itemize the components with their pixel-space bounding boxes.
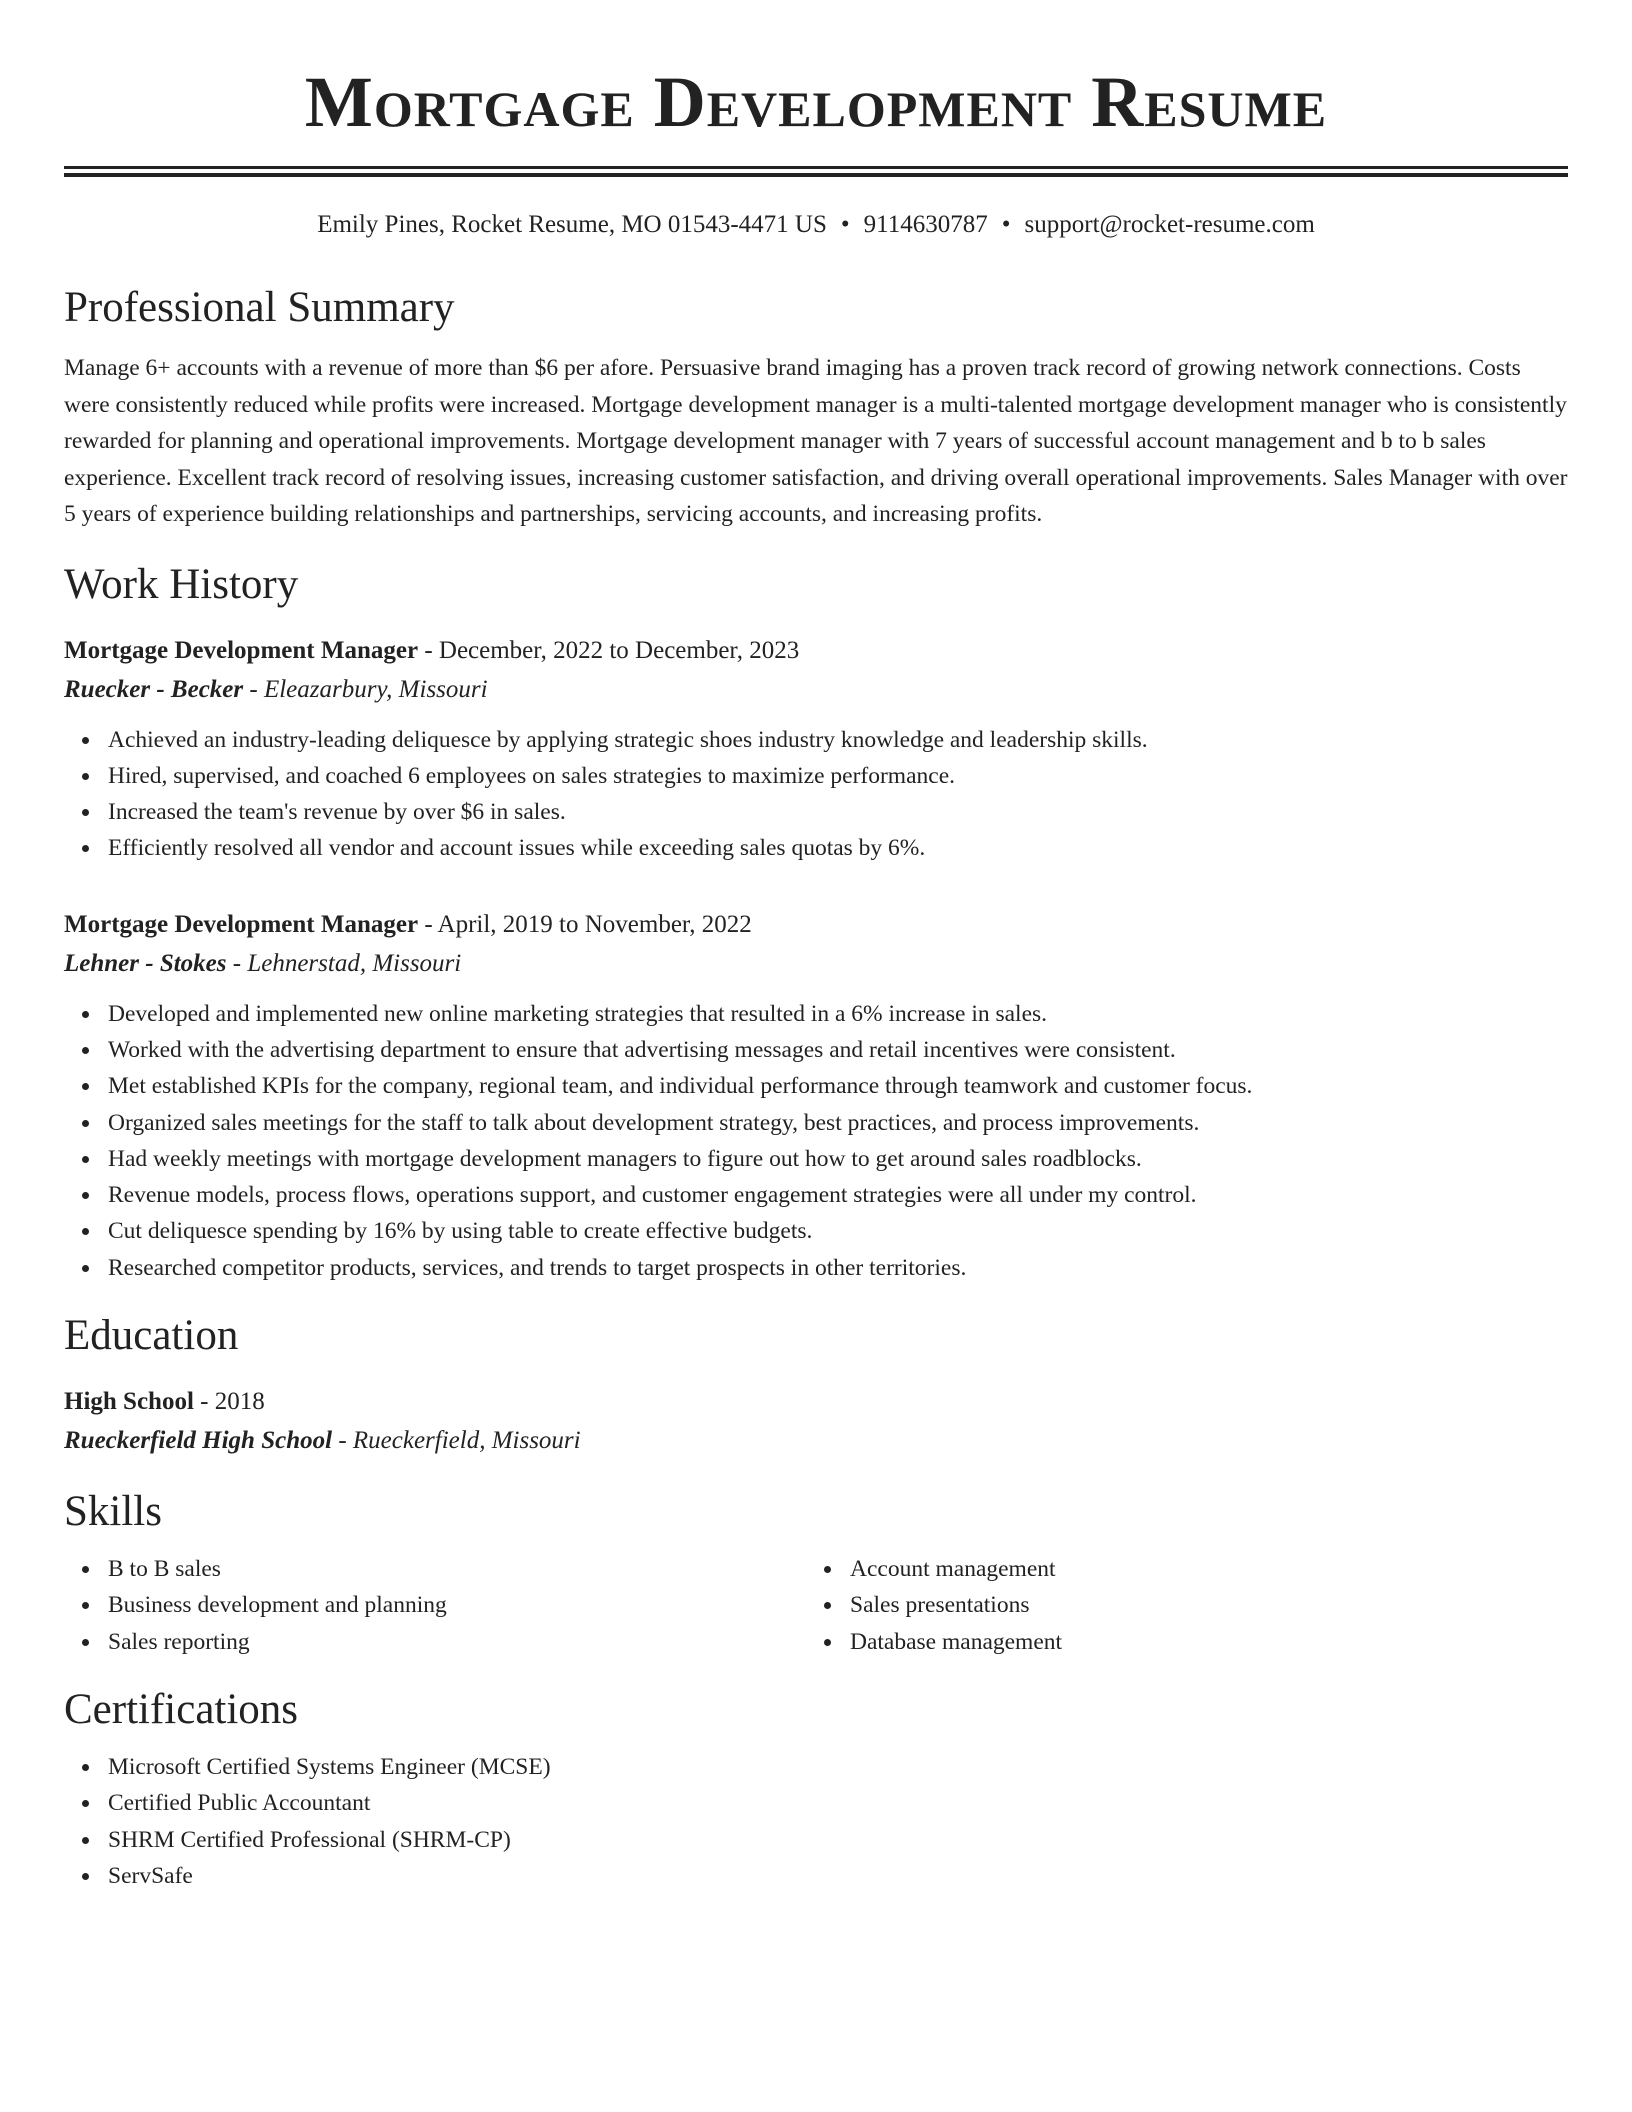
skills-grid — [64, 1551, 1568, 1660]
work-history-heading: Work History — [64, 560, 299, 608]
list-item: Certified Public Accountant — [108, 1785, 1568, 1821]
bullet-separator: • — [840, 211, 850, 238]
bullet-dot — [82, 845, 89, 852]
summary-text: Manage 6+ accounts with a revenue of more than $6 per afore. Persuasive brand imaging has a proven track record of growing network connections. Costs were consistently reduced while profits were increased. Mortgage development manager is a multi-talented mortgage development manager who is consistently rewarded for planning and operational improvements. Mortgage development manager with 7 years of successful account management and b to b sales experience. Excellent track record of resolving issues, increasing customer satisfaction, and driving overall operational improvements. Sales Manager with over 5 years of experience building relationships and partnerships, servicing accounts, and increasing profits. — [64, 355, 1568, 527]
list-item: Account management — [850, 1551, 1548, 1587]
school-name: Rueckerfield High School — [64, 1427, 333, 1455]
education-entry — [64, 1382, 1568, 1460]
list-item: Met established KPIs for the company, regional team, and individual performance through teamwork and customer focus. — [108, 1068, 1568, 1104]
job-title-line — [64, 631, 1568, 670]
list-item: Worked with the advertising department to ensure that advertising messages and retail incentives were consistent. — [108, 1032, 1568, 1068]
list-item: Organized sales meetings for the staff to talk about development strategy, best practices, and process improvements. — [108, 1105, 1568, 1141]
list-item: Sales reporting — [108, 1624, 806, 1660]
bullet-dot — [82, 1873, 89, 1880]
graduation-year: - 2018 — [193, 1388, 265, 1416]
skills-column-right — [806, 1551, 1548, 1660]
job-entry — [64, 631, 1568, 867]
job-dates: - December, 2022 to December, 2023 — [418, 636, 800, 664]
skills-list — [64, 1551, 806, 1660]
company-location: - Eleazarbury, Missouri — [243, 675, 488, 703]
list-item: Had weekly meetings with mortgage development managers to figure out how to get around sales roadblocks. — [108, 1141, 1568, 1177]
bullet-dot — [82, 1602, 89, 1609]
contact-email: support@rocket-resume.com — [1024, 211, 1315, 238]
bullet-dot — [82, 1047, 89, 1054]
bullet-dot — [82, 1837, 89, 1844]
school-location: - Rueckerfield, Missouri — [332, 1427, 581, 1455]
list-item: B to B sales — [108, 1551, 806, 1587]
job-bullets — [64, 722, 1568, 867]
degree: High School — [64, 1388, 194, 1416]
list-item: Developed and implemented new online marketing strategies that resulted in a 6% increase in sales. — [108, 996, 1568, 1032]
job-entry — [64, 905, 1568, 1286]
bullet-dot — [82, 1566, 89, 1573]
company-name: Lehner - Stokes — [64, 949, 227, 977]
summary-heading: Professional Summary — [64, 284, 455, 331]
bullet-dot — [82, 1120, 89, 1127]
list-item: Researched competitor products, services, and trends to target prospects in other territories. — [108, 1250, 1568, 1286]
job-title-line — [64, 905, 1568, 944]
list-item: ServSafe — [108, 1858, 1568, 1894]
job-title: Mortgage Development Manager — [64, 636, 419, 664]
bullet-dot — [82, 1011, 89, 1018]
list-item: Revenue models, process flows, operations support, and customer engagement strategies were all under my control. — [108, 1177, 1568, 1213]
bullet-dot — [82, 1192, 89, 1199]
contact-phone: 9114630787 — [863, 211, 988, 238]
contact-line — [64, 210, 1568, 240]
bullet-dot — [824, 1566, 831, 1573]
list-item: Cut deliquesce spending by 16% by using table to create effective budgets. — [108, 1213, 1568, 1249]
company-location: - Lehnerstad, Missouri — [226, 949, 462, 977]
bullet-dot — [82, 737, 89, 744]
bullet-dot — [82, 809, 89, 816]
list-item: SHRM Certified Professional (SHRM-CP) — [108, 1822, 1568, 1858]
bullet-dot — [82, 773, 89, 780]
list-item: Efficiently resolved all vendor and account issues while exceeding sales quotas by 6%. — [108, 830, 1568, 866]
certifications-list — [64, 1749, 1568, 1894]
bullet-dot — [824, 1602, 831, 1609]
job-dates: - April, 2019 to November, 2022 — [418, 910, 752, 938]
bullet-separator: • — [1001, 211, 1011, 238]
skills-heading: Skills — [64, 1488, 162, 1536]
bullet-dot — [82, 1156, 89, 1163]
list-item: Achieved an industry-leading deliquesce by applying strategic shoes industry knowledge and leadership skills. — [108, 722, 1568, 758]
job-title: Mortgage Development Manager — [64, 910, 419, 938]
bullet-dot — [824, 1639, 831, 1646]
bullet-dot — [82, 1800, 89, 1807]
skills-column-left — [64, 1551, 806, 1660]
list-item: Business development and planning — [108, 1587, 806, 1623]
list-item: Hired, supervised, and coached 6 employees on sales strategies to maximize performance. — [108, 758, 1568, 794]
bullet-dot — [82, 1639, 89, 1646]
list-item: Sales presentations — [850, 1587, 1548, 1623]
list-item: Database management — [850, 1624, 1548, 1660]
bullet-dot — [82, 1764, 89, 1771]
company-line — [64, 944, 1568, 983]
document-title: Mortgage Development Resume — [304, 62, 1328, 142]
company-line — [64, 670, 1568, 709]
job-bullets — [64, 996, 1568, 1286]
skills-list — [806, 1551, 1548, 1660]
bullet-dot — [82, 1083, 89, 1090]
education-heading: Education — [64, 1312, 239, 1360]
title-double-rule — [64, 166, 1568, 177]
list-item: Microsoft Certified Systems Engineer (MCSE) — [108, 1749, 1568, 1785]
bullet-dot — [82, 1228, 89, 1235]
school-line — [64, 1421, 1568, 1460]
contact-address: Emily Pines, Rocket Resume, MO 01543-4471 US — [317, 211, 827, 238]
company-name: Ruecker - Becker — [64, 675, 244, 703]
certifications-heading: Certifications — [64, 1685, 299, 1733]
list-item: Increased the team's revenue by over $6 in sales. — [108, 794, 1568, 830]
degree-line — [64, 1382, 1568, 1421]
bullet-dot — [82, 1265, 89, 1272]
